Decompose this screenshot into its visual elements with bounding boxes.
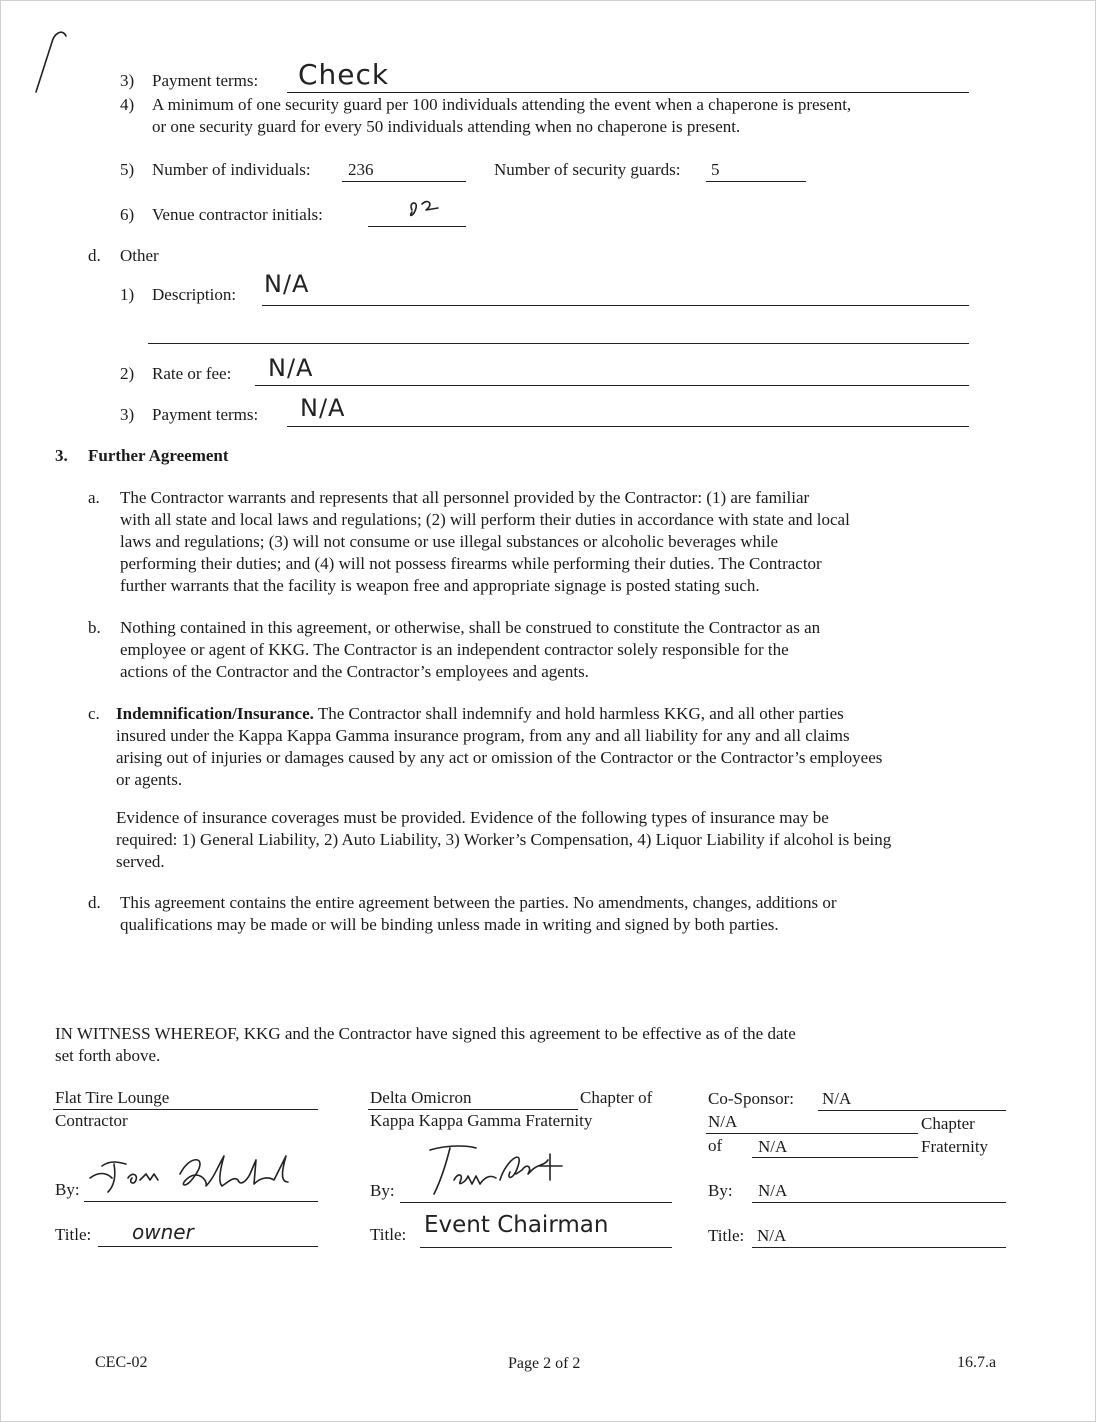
description-line [262,305,969,306]
cosponsor-by-label: By: [708,1181,733,1200]
chapter-signature [420,1140,600,1204]
individuals-label: Number of individuals: [152,160,311,179]
individuals-line [342,181,466,182]
clause-letter: b. [88,618,101,637]
cosponsor-line [818,1110,1006,1111]
individuals-value: 236 [348,160,374,179]
indemnification-heading: Indemnification/Insurance. [116,704,314,723]
cosponsor-title-label: Title: [708,1226,745,1245]
contractor-by-label: By: [55,1180,80,1199]
payment-terms-line [287,92,969,93]
item-number: 3) [120,71,135,90]
further-agreement-heading: Further Agreement [88,446,229,465]
other-payment-terms-line [287,426,969,427]
cosponsor-chapter-label: Chapter [921,1114,975,1133]
other-payment-terms-value: N/A [300,394,346,422]
venue-initials-line [368,226,466,227]
cosponsor-of-line [752,1157,918,1158]
cosponsor-by-value: N/A [758,1181,788,1200]
chapter-name: Delta Omicron [370,1088,472,1107]
cosponsor-by-line [752,1202,1006,1203]
security-guards-label: Number of security guards: [494,160,681,179]
cosponsor-of-label: of [708,1136,723,1155]
other-payment-terms-label: Payment terms: [152,405,259,424]
security-guard-requirement: A minimum of one security guard per 100 individuals attending the event when a chaperone is present, or one security guard for every 50 individuals attending when no chaperone is present. [152,95,852,136]
page-number: Page 2 of 2 [508,1355,581,1372]
contractor-title-value: owner [132,1220,194,1244]
clause-letter: a. [88,488,100,507]
witness-statement: IN WITNESS WHEREOF, KKG and the Contractor have signed this agreement to be effective as of the date set forth above. [55,1024,796,1065]
item-number: 1) [120,285,135,304]
chapter-title-line [420,1247,672,1248]
contractor-signature [88,1152,308,1202]
rate-fee-value: N/A [268,354,314,382]
margin-pen-mark [28,22,78,102]
chapter-of-label: Chapter of [580,1088,653,1107]
contractor-role: Contractor [55,1111,128,1130]
cosponsor-title-value: N/A [757,1226,787,1245]
item-number: 6) [120,205,135,224]
rate-fee-label: Rate or fee: [152,364,232,383]
form-code: CEC-02 [95,1354,148,1371]
security-guards-line [706,181,806,182]
chapter-by-label: By: [370,1181,395,1200]
item-number: 2) [120,364,135,383]
item-number: 5) [120,160,135,179]
description-label: Description: [152,285,237,304]
rate-fee-line [255,385,969,386]
contractor-title-label: Title: [55,1225,92,1244]
section-number: 3. [55,446,68,465]
description-value: N/A [264,270,310,298]
cosponsor-chapter-value: N/A [708,1112,738,1131]
clause-c-insurance-text: Evidence of insurance coverages must be provided. Evidence of the following types of insurance may be required: 1) General Liability, 2) Auto Liability, 3) Worker’s Compensation, 4) Liquor Liability if alcohol is being served. [116,808,892,871]
section-letter: d. [88,246,101,265]
cosponsor-label: Co-Sponsor: [708,1089,794,1108]
item-number: 3) [120,405,135,424]
other-heading: Other [120,246,159,265]
chapter-title-label: Title: [370,1225,407,1244]
chapter-title-value: Event Chairman [424,1212,609,1238]
venue-initials-label: Venue contractor initials: [152,205,323,224]
contractor-title-line [98,1246,318,1247]
clause-letter: d. [88,893,101,912]
chapter-org: Kappa Kappa Gamma Fraternity [370,1111,593,1130]
cosponsor-of-value: N/A [758,1137,788,1156]
payment-terms-value: Check [298,58,390,91]
venue-initials-mark [404,196,464,224]
security-guards-value: 5 [711,160,720,179]
cosponsor-fraternity-label: Fraternity [921,1137,989,1156]
item-number: 4) [120,95,135,114]
contractor-name: Flat Tire Lounge [55,1088,170,1107]
clause-letter: c. [88,704,100,723]
cosponsor-chapter-line [706,1133,918,1134]
description-line-2 [148,343,969,344]
cosponsor-title-line [752,1247,1006,1248]
clause-a-text: The Contractor warrants and represents that all personnel provided by the Contractor: (1) are familiar with all state and local laws and regulations; (2) will perform their duties in accordance with state and local laws and regulations; (3) will not consume or use illegal substances or alcoholic beverages while performing their duties; and (4) will not possess firearms while performing their duties. The Contractor further warrants that the facility is weapon free and appropriate signage is posted stating such. [120,488,850,595]
cosponsor-value: N/A [822,1089,852,1108]
document-version: 16.7.a [957,1354,997,1371]
clause-b-text: Nothing contained in this agreement, or otherwise, shall be construed to constitute the Contractor as an employee or agent of KKG. The Contractor is an independent contractor solely responsible for the actions of the Contractor and the Contractor’s employees and agents. [120,618,821,681]
clause-c-text: Indemnification/Insurance. The Contractor shall indemnify and hold harmless KKG, and all other parties insured under the Kappa Kappa Gamma insurance program, from any and all liability for any and all claims arising out of injuries or damages caused by any act or omission of the Contractor or the Contractor’s employees or agents. [116,704,883,789]
payment-terms-label: Payment terms: [152,71,259,90]
clause-d-text: This agreement contains the entire agreement between the parties. No amendments, changes, additions or qualifications may be made or will be binding unless made in writing and signed by both parties. [120,893,837,934]
